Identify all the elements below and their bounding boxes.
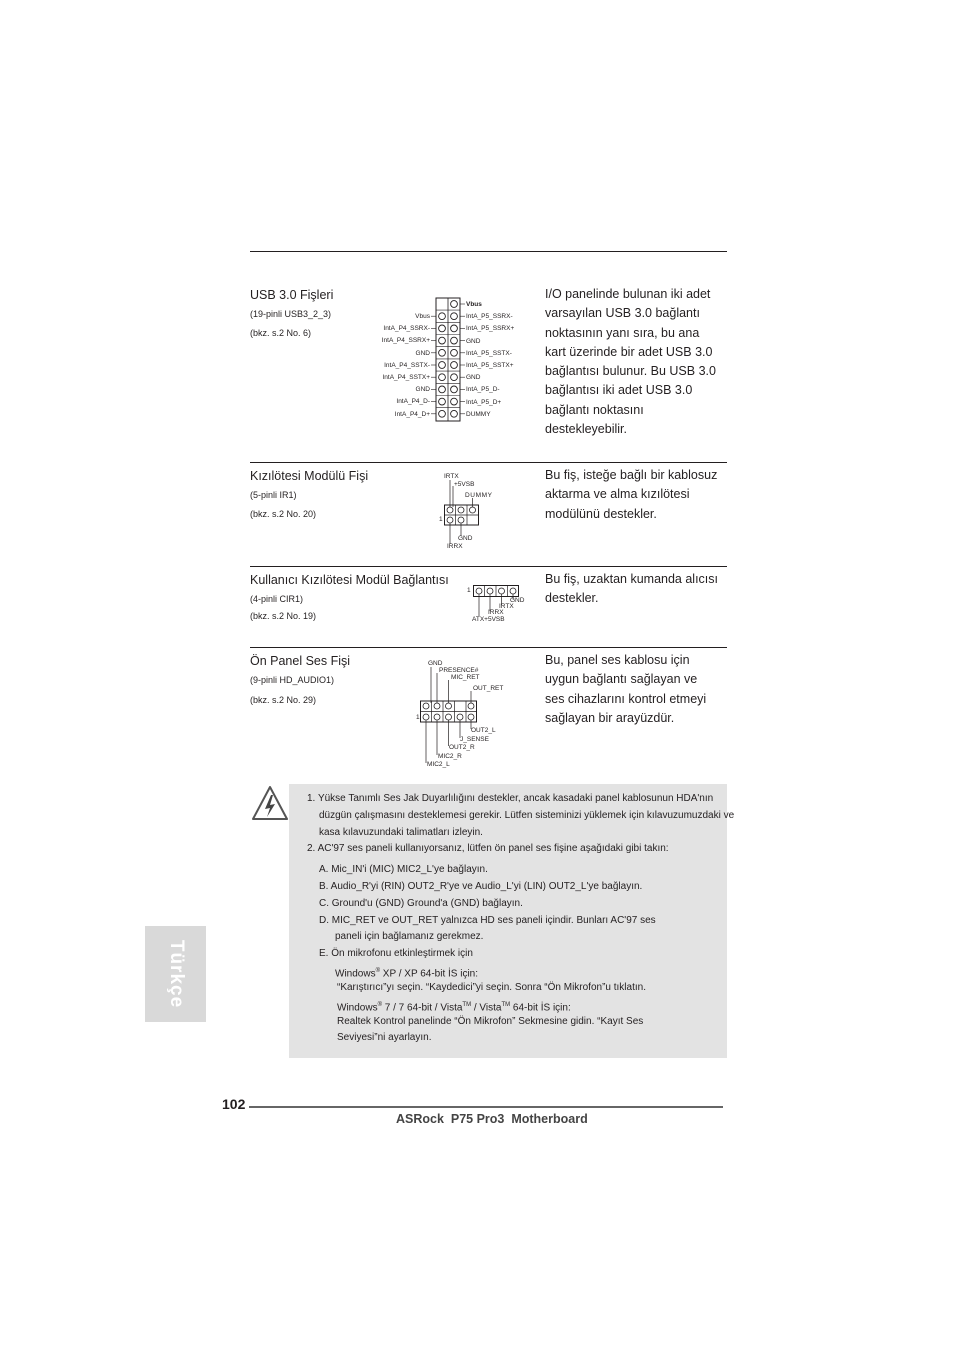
audio-title: Ön Panel Ses Fişi: [250, 654, 351, 668]
cir-pin1-mark: 1: [467, 587, 471, 594]
cir-pin-atx5vsb: ATX+5VSB: [472, 616, 505, 623]
pin-label: IntA_P5_D-: [466, 386, 500, 394]
pin-label: GND: [466, 337, 481, 345]
top-rule: [250, 251, 727, 252]
audio-description: [545, 651, 730, 728]
section-divider: [250, 647, 727, 648]
desc-line: destekler.: [545, 591, 599, 606]
desc-line: uygun bağlantı sağlayan ve: [545, 672, 698, 687]
audio-pin-outret: OUT_RET: [473, 685, 504, 692]
pin-hole: [451, 362, 458, 369]
audio-pin-out2r: OUT2_R: [449, 744, 475, 751]
registered-mark: ®: [377, 1002, 382, 1008]
pin-hole: [451, 349, 458, 356]
ir-header-diagram: [444, 478, 484, 548]
pin-label: GND: [415, 386, 430, 394]
note-b: B. Audio_R'yi (RIN) OUT2_R'ye ve Audio_L'yi (LIN) OUT2_L'ye bağlayın.: [319, 881, 643, 892]
desc-line: varsayılan USB 3.0 bağlantı: [545, 306, 700, 321]
pin-hole: [439, 398, 446, 405]
usb30-header-diagram: [432, 298, 466, 424]
pin-label: IntA_P4_SSTX+: [382, 374, 430, 382]
desc-line: Bu, panel ses kablosu için: [545, 653, 690, 667]
pin-label: IntA_P5_SSTX-: [466, 349, 512, 357]
ir-pin-gnd: GND: [458, 535, 473, 542]
usb30-pins-right: [466, 299, 546, 421]
audio-sub2: (bkz. s.2 No. 29): [250, 695, 317, 705]
page-number: 102: [222, 1096, 246, 1112]
desc-line: bağlantısı bulunur. Bu USB 3.0: [545, 364, 716, 379]
desc-line: destekleyebilir.: [545, 422, 627, 437]
ir-pin1-mark: 1: [439, 516, 443, 523]
text: Windows: [337, 1002, 378, 1014]
desc-line: Bu fiş, uzaktan kumanda alıcısı: [545, 572, 719, 586]
audio-pin1-mark: 1: [416, 714, 420, 721]
audio-pin-mic2l: MIC2_L: [427, 761, 450, 768]
note-e5: Realtek Kontrol panelinde “Ön Mikrofon” Sekmesine gidin. “Kayıt Ses: [337, 1016, 644, 1027]
usb30-title: USB 3.0 Fişleri: [250, 288, 334, 302]
pin-hole: [451, 337, 458, 344]
usb30-description: [545, 285, 730, 439]
desc-line: noktasının yanı sıra, bu ana: [545, 325, 700, 340]
note-e3: “Karıştırıcı”yı seçin. “Kaydedici”yi seçin. Sonra “Ön Mikrofon”u tıklatın.: [337, 982, 646, 993]
pin-hole: [451, 410, 458, 417]
text: 7 / 7 64-bit / Vista: [382, 1002, 463, 1014]
trademark: TM: [462, 1002, 472, 1008]
ir-pin-irtx: IRTX: [444, 473, 459, 480]
audio-pin-micret: MIC_RET: [451, 674, 480, 681]
desc-line: sağlayan bir arayüzdür.: [545, 710, 675, 725]
pin-hole: [439, 374, 446, 381]
pin-label: Vbus: [415, 313, 430, 320]
cir-pin-irrx: IRRX: [488, 609, 504, 616]
note-e1: E. Ön mikrofonu etkinleştirmek için: [319, 948, 473, 959]
desc-line: bağlantı noktasını: [545, 402, 644, 417]
pin-label: GND: [415, 349, 430, 357]
cir-pin-gnd: GND: [510, 597, 525, 604]
cir-sub1: (4-pinli CIR1): [250, 594, 304, 604]
cir-pin-irtx: IRTX: [499, 603, 514, 610]
audio-pin-jsense: J_SENSE: [460, 736, 489, 743]
pin-label: IntA_P5_SSRX+: [466, 325, 515, 333]
pin-label: IntA_P4_D+: [394, 410, 430, 418]
desc-line: aktarma ve alma kızılötesi: [545, 487, 690, 502]
audio-pin-out2l: OUT2_L: [471, 727, 496, 734]
pin-label: GND: [466, 374, 481, 382]
desc-line: Bu fiş, isteğe bağlı bir kablosuz: [545, 468, 718, 482]
section-divider: [250, 462, 727, 463]
cir-description: [545, 570, 730, 609]
note-e6: Seviyesi”ni ayarlayın.: [337, 1032, 432, 1043]
pin-hole: [439, 386, 446, 393]
pin-label: Vbus: [466, 301, 482, 308]
language-label: Türkçe: [165, 939, 187, 1009]
cir-title: Kullanıcı Kızılötesi Modül Bağlantısı: [250, 573, 449, 587]
usb30-pins-left: [350, 311, 430, 421]
cir-header-diagram: [473, 585, 523, 625]
audio-pin-mic2r: MIC2_R: [438, 753, 462, 760]
warning-lightning-icon: [250, 784, 290, 824]
desc-line: bağlantısı iki adet USB 3.0: [545, 383, 693, 398]
ir-sub1: (5-pinli IR1): [250, 490, 297, 500]
registered-mark: ®: [375, 968, 380, 974]
pin-label: IntA_P4_SSTX-: [384, 361, 430, 369]
desc-line: kart üzerinde bir adet USB 3.0: [545, 344, 713, 359]
pin-label: DUMMY: [466, 410, 491, 418]
pin-label: IntA_P5_SSTX+: [466, 362, 514, 370]
pin-hole: [451, 398, 458, 405]
pin-label: IntA_P5_SSRX-: [466, 313, 513, 321]
pin-label: IntA_P4_SSRX-: [383, 325, 430, 333]
note-c: C. Ground'u (GND) Ground'a (GND) bağlayın.: [319, 898, 523, 909]
note-d1: D. MIC_RET ve OUT_RET yalnızca HD ses paneli içindir. Bunları AC'97 ses: [319, 915, 656, 926]
pin-hole: [439, 325, 446, 332]
pin-hole: [439, 410, 446, 417]
ir-description: [545, 466, 730, 524]
pin-hole: [439, 349, 446, 356]
pin-hole: [451, 313, 458, 320]
pin-label: IntA_P4_D-: [396, 398, 430, 406]
ir-pin-dummy: DUMMY: [465, 492, 493, 499]
note-1: 1. Yükse Tanımlı Ses Jak Duyarlılığını destekler, ancak kasadaki panel kablosunun HDA'nın düzgün çalışmasını desteklemesi gerekir. Lütfen sisteminizi yüklemek için kılavuzumuzdaki ve kasa kılavuzundaki talimatları izleyin.: [307, 793, 735, 838]
pin-hole: [451, 301, 458, 308]
desc-line: I/O panelinde bulunan iki adet: [545, 287, 711, 301]
pin-label: IntA_P5_D+: [466, 398, 502, 406]
ir-pin-5vsb: +5VSB: [454, 481, 475, 488]
pin-hole: [451, 325, 458, 332]
pin-hole: [439, 313, 446, 320]
usb30-sub1: (19-pinli USB3_2_3): [250, 309, 332, 319]
note-2: 2. AC'97 ses paneli kullanıyorsanız, lütfen ön panel ses fişine aşağıdaki gibi takın:: [307, 843, 669, 854]
text: Windows: [335, 968, 376, 980]
ir-pin-irrx: IRRX: [447, 543, 463, 550]
ir-sub2: (bkz. s.2 No. 20): [250, 509, 317, 519]
section-divider: [250, 566, 727, 567]
cir-sub2: (bkz. s.2 No. 19): [250, 611, 317, 621]
audio-pin-presence: PRESENCE#: [439, 667, 479, 674]
note-a: A. Mic_IN'i (MIC) MIC2_L'ye bağlayın.: [319, 864, 488, 875]
desc-line: ses cihazlarını kontrol etmeyi: [545, 691, 707, 706]
footer-product: ASRock P75 Pro3 Motherboard: [396, 1112, 588, 1126]
text: XP / XP 64-bit İS için:: [380, 968, 479, 980]
pin-hole: [439, 362, 446, 369]
pin-label: IntA_P4_SSRX+: [381, 337, 430, 345]
text: / Vista: [471, 1002, 502, 1014]
pin-hole: [439, 337, 446, 344]
usb30-sub2: (bkz. s.2 No. 6): [250, 328, 312, 338]
pin-hole: [451, 374, 458, 381]
ir-title: Kızılötesi Modülü Fişi: [250, 469, 369, 483]
note-d2: paneli için bağlamanız gerekmez.: [335, 931, 484, 942]
trademark: TM: [501, 1002, 511, 1008]
footer-rule: [249, 1106, 723, 1108]
pin-hole: [451, 386, 458, 393]
desc-line: modülünü destekler.: [545, 506, 657, 521]
audio-sub1: (9-pinli HD_AUDIO1): [250, 675, 335, 685]
audio-header-diagram: [420, 665, 482, 769]
audio-pin-gnd: GND: [428, 660, 443, 667]
text: 64-bit İS için:: [510, 1002, 571, 1014]
language-side-tab: [145, 926, 206, 1022]
